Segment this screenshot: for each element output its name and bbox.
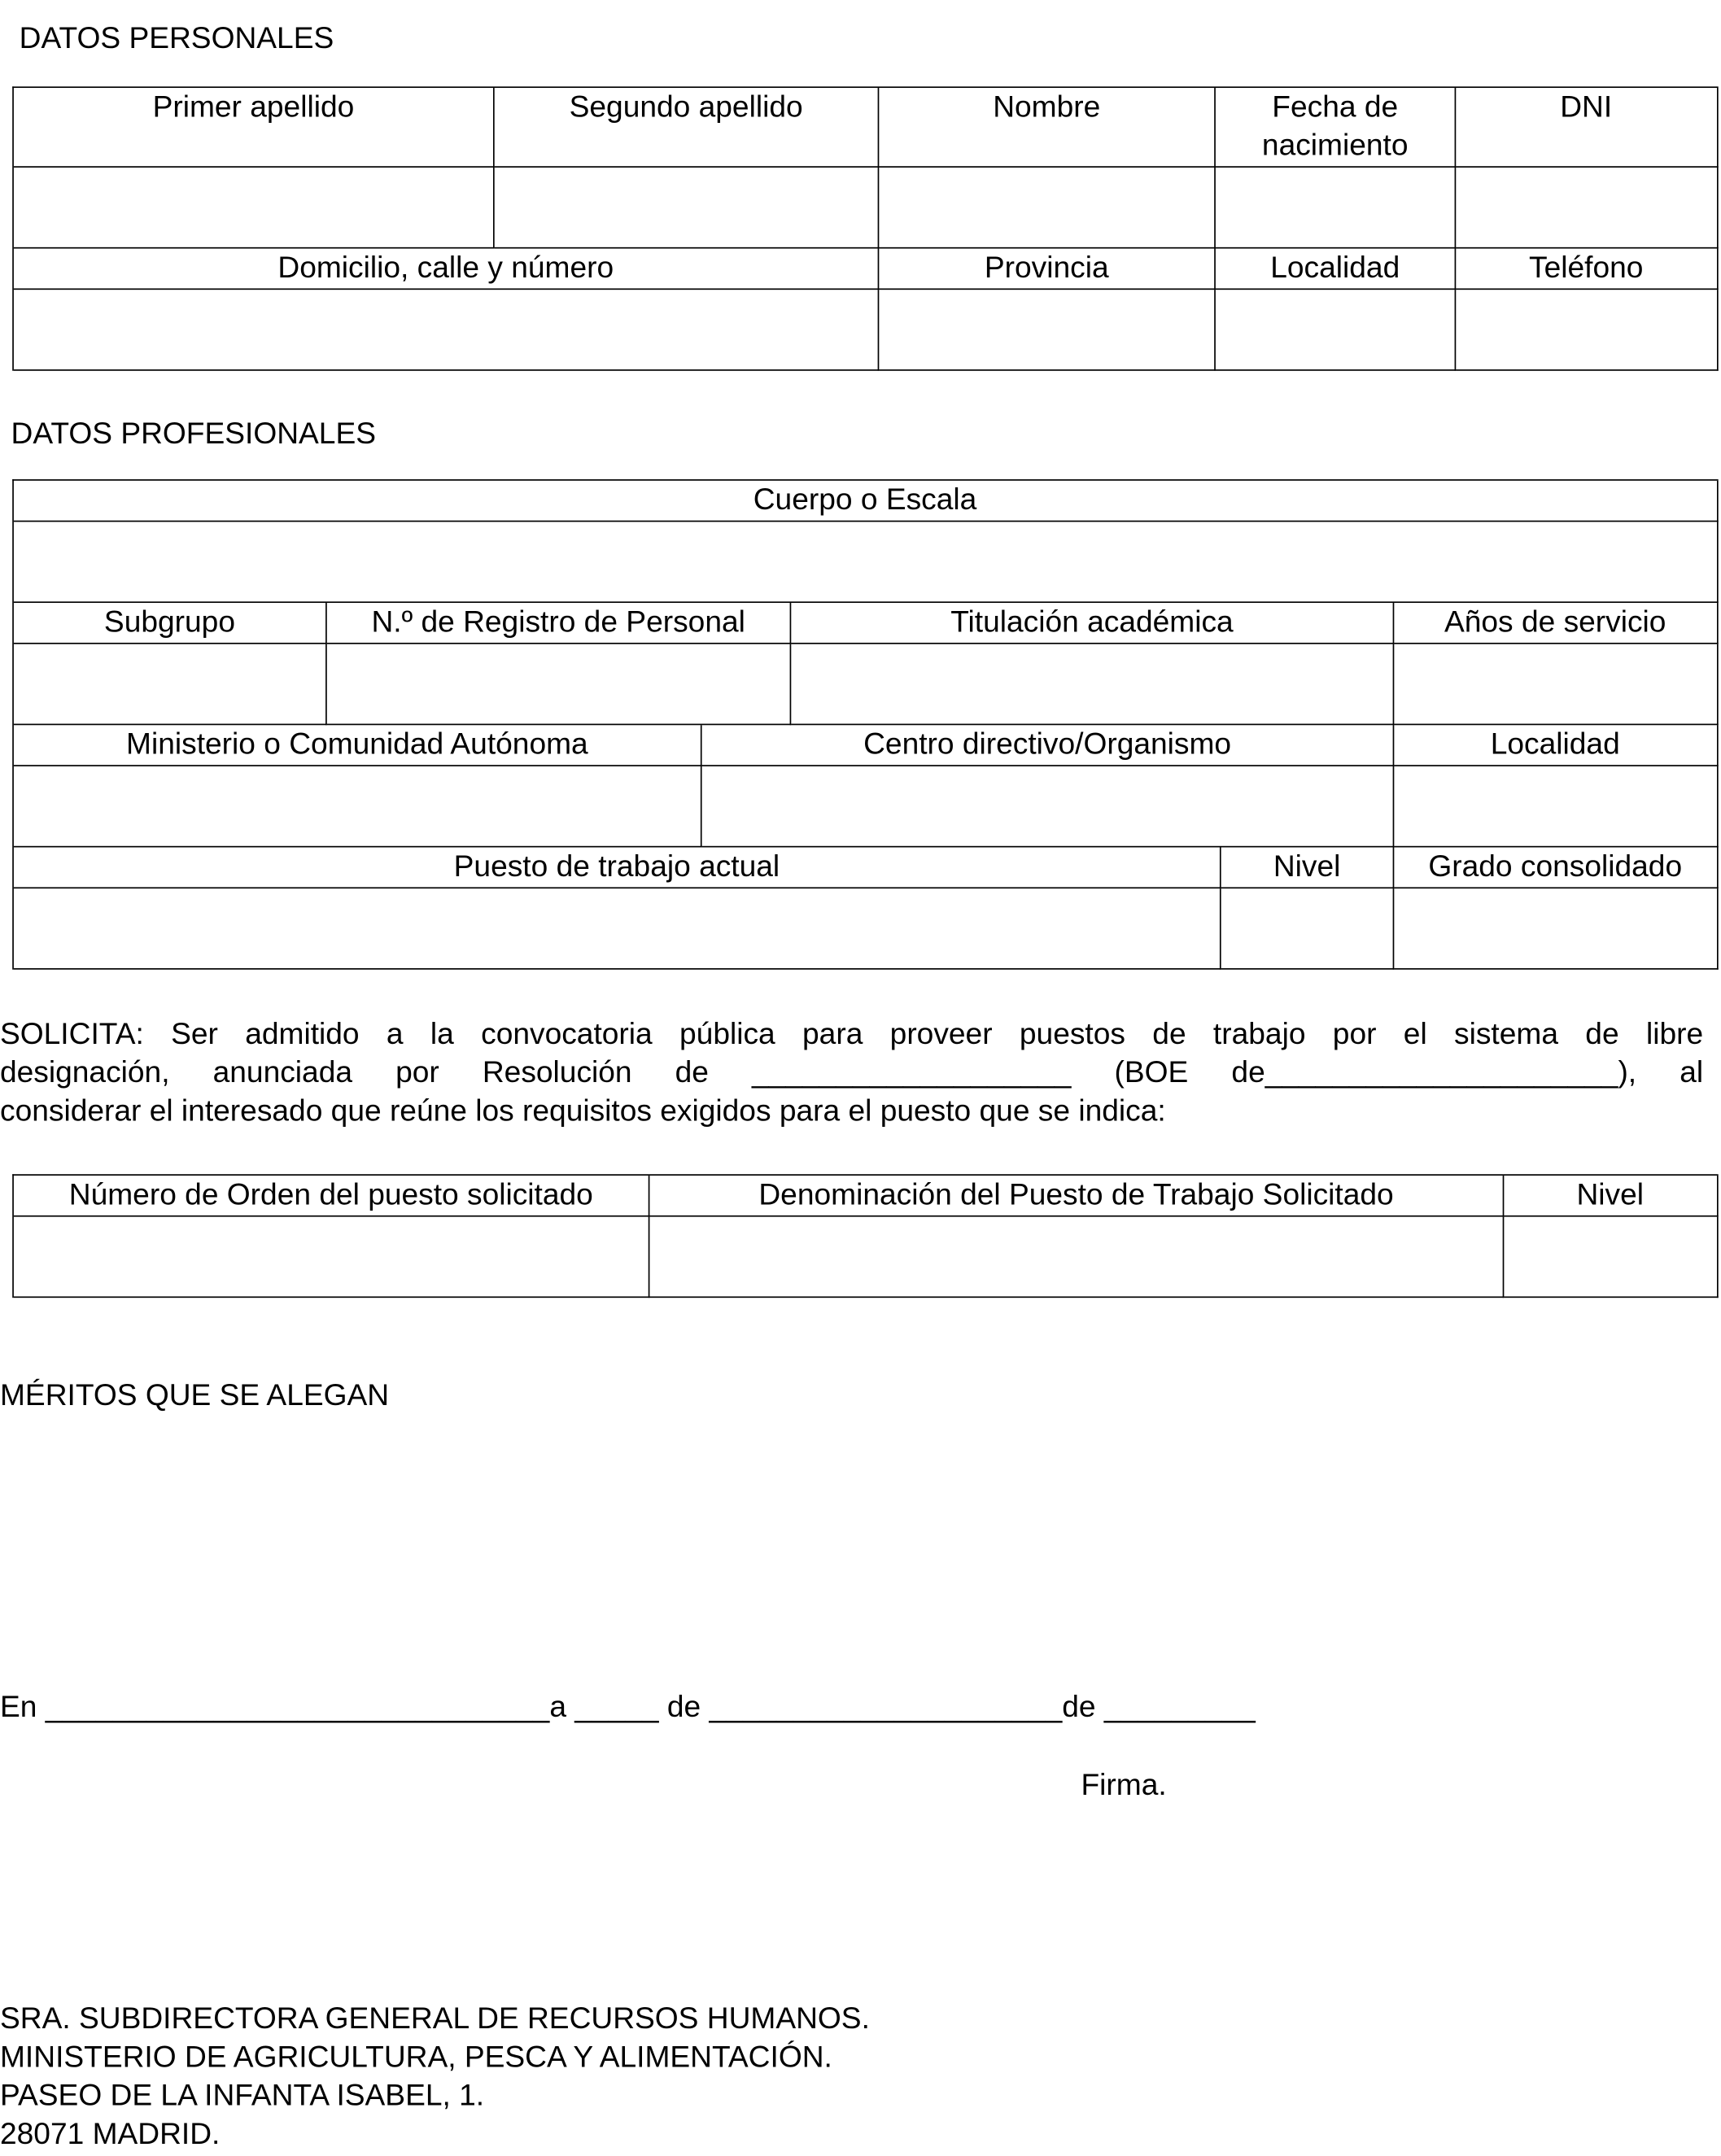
header-localidad-prof: Localidad — [1394, 725, 1718, 766]
input-denominacion-puesto[interactable] — [649, 1217, 1504, 1298]
header-titulacion: Titulación académica — [791, 603, 1394, 644]
input-subgrupo[interactable] — [14, 644, 327, 726]
meritos-title: MÉRITOS QUE SE ALEGAN — [0, 1377, 390, 1412]
header-grado-consolidado: Grado consolidado — [1394, 847, 1718, 888]
input-provincia[interactable] — [879, 290, 1216, 371]
input-telefono[interactable] — [1456, 290, 1718, 371]
header-cuerpo-escala: Cuerpo o Escala — [14, 481, 1718, 522]
header-registro-personal: N.º de Registro de Personal — [327, 603, 792, 644]
input-anos-servicio[interactable] — [1394, 644, 1718, 726]
header-ministerio: Ministerio o Comunidad Autónoma — [14, 725, 702, 766]
header-dni: DNI — [1456, 88, 1718, 168]
input-centro-directivo[interactable] — [702, 766, 1395, 848]
input-primer-apellido[interactable] — [14, 168, 495, 249]
header-nombre: Nombre — [879, 88, 1216, 168]
place-date-line: En ______________________________a _____ de _____________________de _________ — [0, 1689, 1256, 1724]
input-fecha-nacimiento[interactable] — [1216, 168, 1456, 249]
header-nivel-solicitado: Nivel — [1504, 1176, 1717, 1217]
input-ministerio[interactable] — [14, 766, 702, 848]
header-domicilio: Domicilio, calle y número — [14, 249, 879, 290]
input-nombre[interactable] — [879, 168, 1216, 249]
header-subgrupo: Subgrupo — [14, 603, 327, 644]
solicita-line-3: considerar el interesado que reúne los requisitos exigidos para el puesto que se indica: — [0, 1093, 1166, 1128]
solicita-line-1: SOLICITA: Ser admitido a la convocatoria pública para proveer puestos de trabajo por el sistema de libre — [0, 1016, 1704, 1051]
header-denominacion-puesto: Denominación del Puesto de Trabajo Solicitado — [649, 1176, 1504, 1217]
header-provincia: Provincia — [879, 249, 1216, 290]
header-telefono: Teléfono — [1456, 249, 1718, 290]
header-nivel-actual: Nivel — [1221, 847, 1395, 888]
input-grado-consolidado[interactable] — [1394, 888, 1718, 970]
address-line-2: MINISTERIO DE AGRICULTURA, PESCA Y ALIMENTACIÓN. — [0, 2039, 832, 2074]
input-domicilio[interactable] — [14, 290, 879, 371]
input-cuerpo-escala[interactable] — [14, 522, 1718, 603]
professional-data-title: DATOS PROFESIONALES — [11, 416, 377, 451]
header-numero-orden: Número de Orden del puesto solicitado — [14, 1176, 650, 1217]
header-segundo-apellido: Segundo apellido — [495, 88, 880, 168]
address-line-1: SRA. SUBDIRECTORA GENERAL DE RECURSOS HUMANOS. — [0, 2001, 870, 2036]
address-line-3: PASEO DE LA INFANTA ISABEL, 1. — [0, 2077, 485, 2113]
input-localidad-prof[interactable] — [1394, 766, 1718, 848]
header-centro-directivo: Centro directivo/Organismo — [702, 725, 1395, 766]
personal-data-title: DATOS PERSONALES — [19, 20, 334, 55]
input-nivel-actual[interactable] — [1221, 888, 1395, 970]
header-localidad: Localidad — [1216, 249, 1456, 290]
input-numero-orden[interactable] — [14, 1217, 650, 1298]
address-line-4: 28071 MADRID. — [0, 2116, 221, 2151]
professional-data-table — [12, 479, 1718, 970]
input-registro-personal[interactable] — [327, 644, 792, 726]
signature-label: Firma. — [1081, 1767, 1167, 1802]
input-nivel-solicitado[interactable] — [1504, 1217, 1717, 1298]
header-anos-servicio: Años de servicio — [1394, 603, 1718, 644]
header-primer-apellido: Primer apellido — [14, 88, 495, 168]
header-fecha-nacimiento: Fecha de nacimiento — [1216, 88, 1456, 168]
input-segundo-apellido[interactable] — [495, 168, 880, 249]
requested-position-table — [12, 1174, 1718, 1298]
header-puesto-actual: Puesto de trabajo actual — [14, 847, 1221, 888]
input-localidad[interactable] — [1216, 290, 1456, 371]
input-puesto-actual[interactable] — [14, 888, 1221, 970]
solicita-line-2: designación, anunciada por Resolución de ___________________ (BOE de_____________________), al — [0, 1054, 1704, 1089]
input-titulacion[interactable] — [791, 644, 1394, 726]
input-dni[interactable] — [1456, 168, 1718, 249]
personal-data-table — [12, 86, 1718, 370]
